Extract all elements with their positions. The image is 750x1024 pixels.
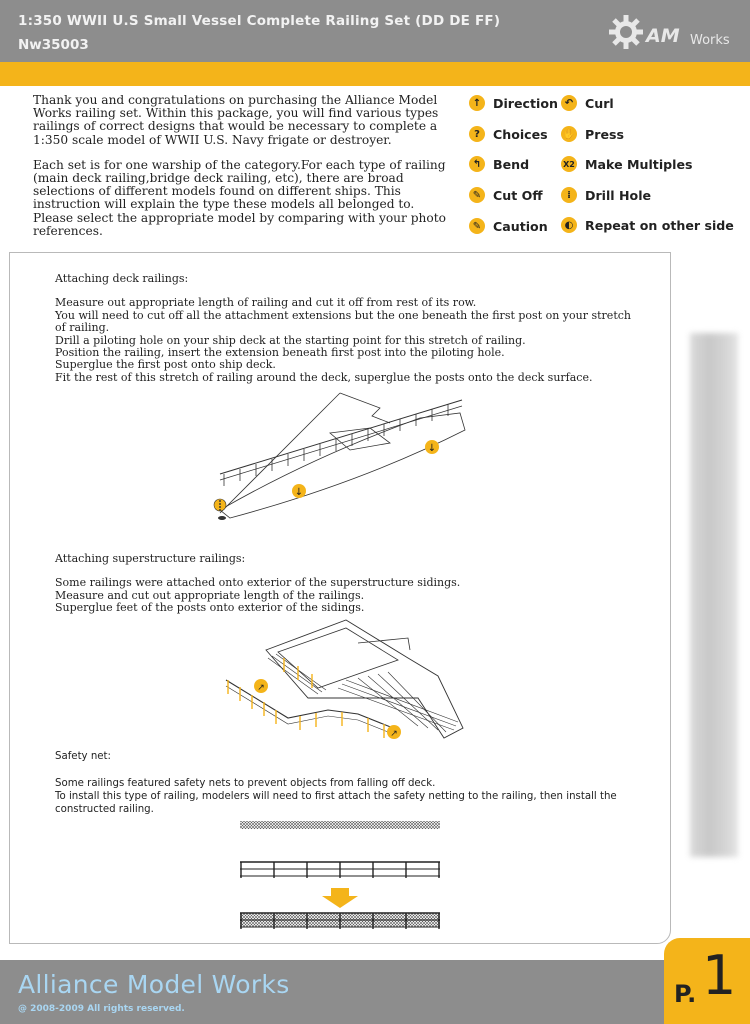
legend-direction (469, 93, 558, 113)
legend-make-multiples (561, 154, 693, 174)
accent-band (0, 62, 750, 86)
footer-copyright: @ 2008-2009 All rights reserved. (18, 1004, 185, 1014)
super-line: Some railings were attached onto exterior of the superstructure sidings. (55, 576, 461, 590)
legend-repeat (561, 215, 734, 235)
legend-label: Press (585, 126, 624, 142)
blurred-photo-strip (690, 333, 738, 857)
deck-line: Measure out appropriate length of railing and cut it off from rest of its row. (55, 296, 477, 310)
deck-railing-section (55, 273, 645, 384)
deck-line: You will need to cut off all the attachment extensions but the one beneath the first post on your stretch of railing. (55, 308, 631, 335)
legend-label: Caution (493, 218, 548, 234)
deck-railing-illustration (200, 388, 480, 533)
header-bar (0, 0, 750, 62)
repeat-icon: ◐ (561, 217, 577, 233)
choices-icon: ? (469, 126, 485, 142)
curl-icon: ↶ (561, 95, 577, 111)
caution-icon: ✎ (469, 218, 485, 234)
net-line: To install this type of railing, modelers will need to first attach the safety netting to the railing, then install the constructed railing. (55, 791, 617, 815)
super-line: Measure and cut out appropriate length of the railings. (55, 588, 365, 602)
net-line: Some railings featured safety nets to prevent objects from falling off deck. (55, 778, 436, 789)
legend-cut-off (469, 185, 543, 205)
safety-net-illustration (238, 818, 442, 930)
cut-off-icon: ✎ (469, 187, 485, 203)
super-line: Superglue feet of the posts onto exterior of the sidings. (55, 601, 365, 615)
legend-drill-hole (561, 185, 651, 205)
super-heading: Attaching superstructure railings: (55, 552, 246, 565)
legend-press (561, 124, 624, 144)
intro-paragraph-2: Each set is for one warship of the category.For each type of railing (main deck railing,bridge deck railing, etc), there are broad selections of different models found on different ships. This instruction will explain the type these models all belonged to. Please select the appropriate model by comparing with your photo references. (33, 157, 446, 238)
page-number: 1 (702, 944, 737, 1007)
footer-bar (0, 960, 750, 1024)
net-heading: Safety net: (55, 751, 111, 762)
legend-label: Direction (493, 95, 558, 111)
svg-text:↓: ↓ (427, 443, 437, 454)
legend-label: Repeat on other side (585, 217, 734, 233)
svg-text:↗: ↗ (257, 683, 265, 693)
deck-line: Drill a piloting hole on your ship deck at the starting point for this stretch of railing. (55, 333, 526, 347)
direction-icon: ↑ (469, 95, 485, 111)
superstructure-railing-section (55, 553, 645, 615)
legend-label: Bend (493, 156, 530, 172)
bend-icon: ↰ (469, 156, 485, 172)
safety-net-section (55, 750, 635, 816)
intro-paragraph-1: Thank you and congratulations on purchasing the Alliance Model Works railing set. Within this package, you will find various types railings of correct designs that would be necessary to complete a 1:350 scale model of WWII U.S. Navy frigate or destroyer. (33, 93, 439, 147)
product-code: Nw35003 (18, 37, 89, 53)
superstructure-railing-illustration (218, 618, 470, 743)
intro-text (33, 94, 453, 250)
deck-line: Superglue the first post onto ship deck. (55, 358, 276, 372)
legend-choices (469, 124, 548, 144)
legend-label: Make Multiples (585, 156, 693, 172)
svg-text:↓: ↓ (294, 487, 304, 498)
svg-text:AM: AM (646, 25, 680, 47)
netted-railing (240, 913, 440, 929)
legend-label: Drill Hole (585, 187, 652, 203)
legend-caution (469, 216, 548, 236)
svg-text:↗: ↗ (390, 729, 398, 739)
footer-brand: Alliance Model Works (18, 970, 290, 999)
deck-heading: Attaching deck railings: (55, 272, 189, 285)
legend-label: Curl (585, 95, 614, 111)
logo-works-text: Works (690, 33, 730, 48)
legend-label: Cut Off (493, 187, 543, 203)
legend-label: Choices (493, 126, 548, 142)
document-title: 1:350 WWII U.S Small Vessel Complete Railing Set (DD DE FF) (18, 13, 501, 29)
legend-bend (469, 154, 529, 174)
page-number-tab (664, 938, 750, 1024)
deck-line: Fit the rest of this stretch of railing around the deck, superglue the posts onto the deck surface. (55, 370, 593, 384)
plain-railing (240, 862, 440, 878)
page-label: P. (674, 980, 697, 1008)
amw-logo (606, 12, 736, 52)
drill-hole-icon: ⁞ (561, 187, 577, 203)
press-icon: ✋ (561, 126, 577, 142)
legend-curl (561, 93, 614, 113)
down-arrow (322, 888, 358, 908)
make-multiples-icon: X2 (561, 156, 577, 172)
netting-strip (240, 821, 440, 829)
deck-line: Position the railing, insert the extension beneath first post into the piloting hole. (55, 346, 505, 360)
